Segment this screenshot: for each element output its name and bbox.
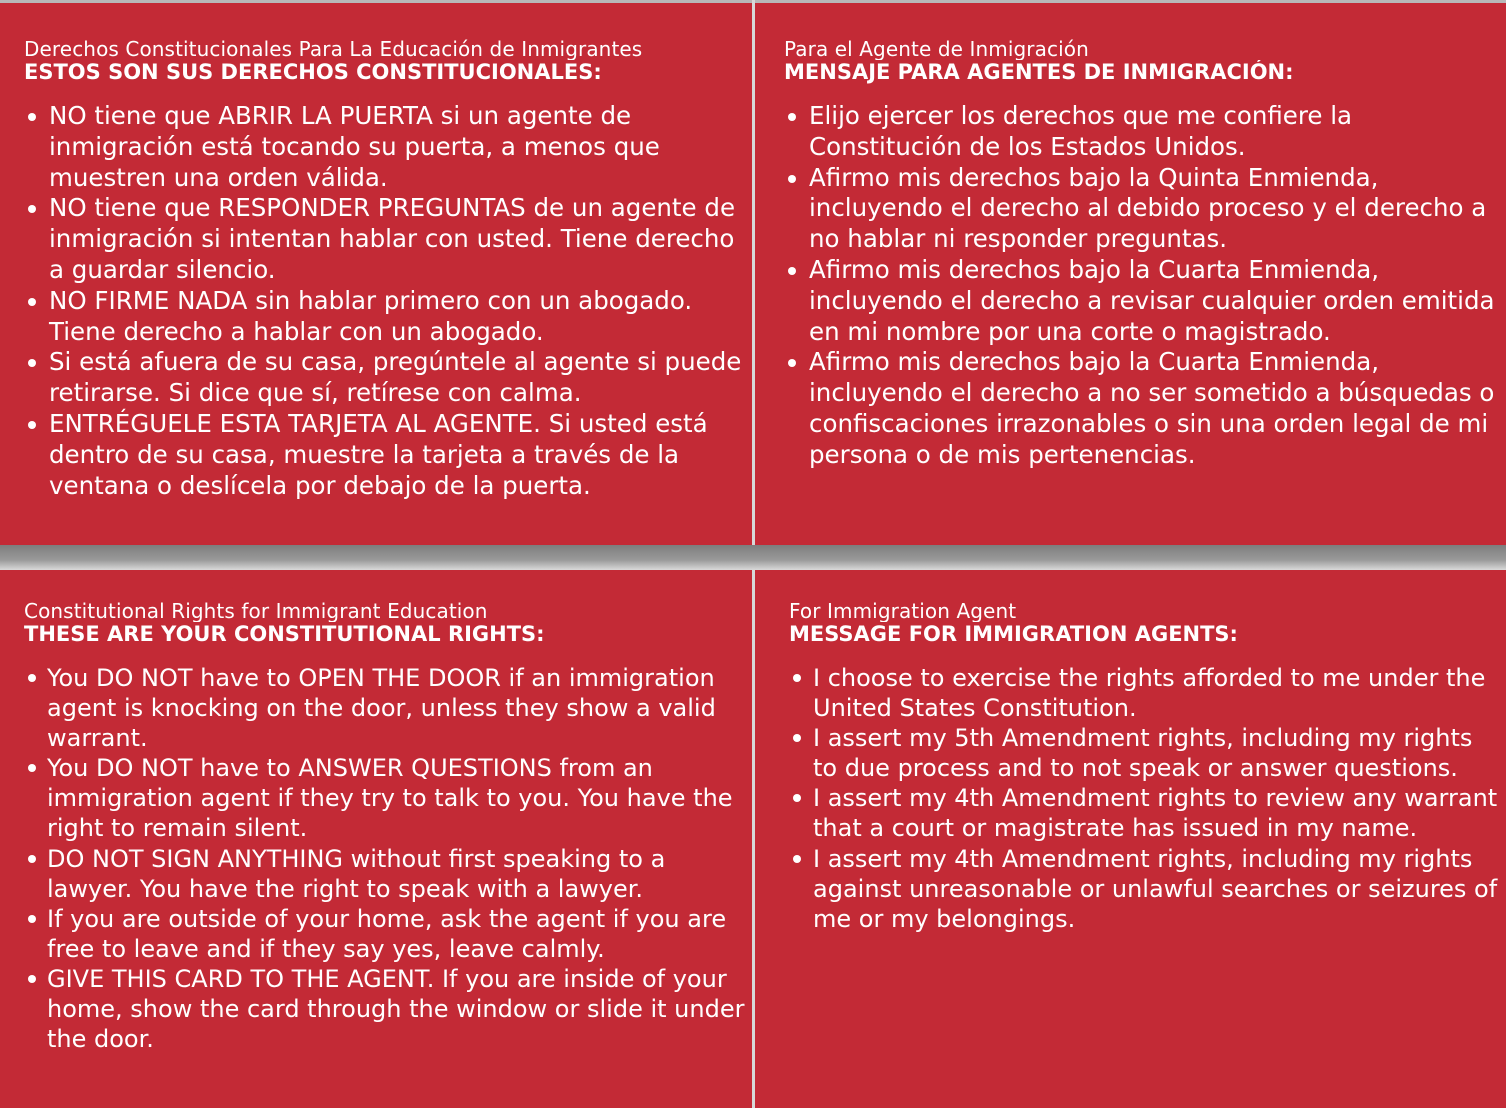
bullet-icon (788, 359, 796, 367)
list-item-text: NO FIRME NADA sin hablar primero con un abogado. Tiene derecho a hablar con un abogado. (49, 285, 693, 346)
list-item-text: ENTRÉGUELE ESTA TARJETA AL AGENTE. Si usted está dentro de su casa, muestre la tarjeta a través de la ventana o deslícela por debajo de la puerta. (49, 408, 708, 500)
list-item-text: You DO NOT have to OPEN THE DOOR if an immigration agent is knocking on the door, unless they show a valid warrant. (47, 664, 716, 753)
card-heading: THESE ARE YOUR CONSTITUTIONAL RIGHTS: (24, 622, 545, 646)
list-item-text: I assert my 4th Amendment rights to review any warrant that a court or magistrate has issued in my name. (813, 784, 1498, 843)
list-item (49, 193, 748, 285)
agent-message-list (809, 101, 1500, 471)
card-heading: MENSAJE PARA AGENTES DE INMIGRACIÓN: (784, 60, 1294, 84)
list-item (49, 409, 748, 501)
list-item (49, 347, 748, 409)
list-item-text: Afirmo mis derechos bajo la Quinta Enmienda, incluyendo el derecho al debido proceso y el derecho a no hablar ni responder preguntas. (809, 162, 1487, 254)
list-item-text: I assert my 5th Amendment rights, including my rights to due process and to not speak or answer questions. (813, 724, 1473, 783)
list-item (47, 753, 748, 843)
bullet-icon (28, 674, 36, 682)
list-item-text: If you are outside of your home, ask the agent if you are free to leave and if they say yes, leave calmly. (47, 904, 727, 963)
rights-list (49, 101, 748, 501)
bullet-icon (788, 175, 796, 183)
card-subtitle: Para el Agente de Inmigración (784, 38, 1089, 60)
list-item (49, 101, 748, 193)
top-center-divider (752, 0, 755, 545)
list-item-text: Afirmo mis derechos bajo la Cuarta Enmienda, incluyendo el derecho a revisar cualquier orden emitida en mi nombre por una corte o magistrado. (809, 254, 1495, 346)
list-item (47, 844, 748, 904)
english-rights-card (24, 600, 748, 1054)
cut-gap (0, 545, 1506, 570)
bullet-icon (28, 975, 36, 983)
bullet-icon (793, 674, 801, 682)
list-item (813, 723, 1501, 783)
list-item (809, 347, 1500, 470)
card-heading: MESSAGE FOR IMMIGRATION AGENTS: (789, 622, 1238, 646)
spanish-agent-card (784, 38, 1500, 471)
card-subtitle: Derechos Constitucionales Para La Educación de Inmigrantes (24, 38, 643, 60)
list-item (809, 255, 1500, 347)
bottom-center-divider (752, 570, 755, 1108)
bullet-icon (28, 421, 36, 429)
list-item-text: DO NOT SIGN ANYTHING without first speaking to a lawyer. You have the right to speak with a lawyer. (47, 844, 666, 903)
list-item (49, 286, 748, 348)
bullet-icon (28, 855, 36, 863)
list-item (813, 663, 1501, 723)
bullet-icon (28, 764, 36, 772)
bullet-icon (28, 113, 36, 121)
bullet-icon (788, 113, 796, 121)
english-agent-card (789, 600, 1501, 934)
list-item (809, 163, 1500, 255)
list-item-text: Si está afuera de su casa, pregúntele al agente si puede retirarse. Si dice que sí, retírese con calma. (49, 347, 742, 408)
bullet-icon (793, 794, 801, 802)
list-item-text: I choose to exercise the rights afforded to me under the United States Constitution. (813, 664, 1486, 723)
list-item-text: Afirmo mis derechos bajo la Cuarta Enmienda, incluyendo el derecho a no ser sometido a búsquedas o confiscaciones irrazonables o sin una orden legal de mi persona o de mis pertenencias. (809, 347, 1495, 469)
list-item (813, 783, 1501, 843)
card-subtitle: For Immigration Agent (789, 600, 1017, 622)
list-item-text: Elijo ejercer los derechos que me confiere la Constitución de los Estados Unidos. (809, 101, 1353, 161)
list-item (813, 844, 1501, 934)
card-heading: ESTOS SON SUS DERECHOS CONSTITUCIONALES: (24, 60, 602, 84)
bullet-icon (28, 915, 36, 923)
card-subtitle: Constitutional Rights for Immigrant Education (24, 600, 488, 622)
rights-list (47, 663, 748, 1054)
agent-message-list (813, 663, 1501, 934)
bullet-icon (793, 734, 801, 742)
list-item-text: GIVE THIS CARD TO THE AGENT. If you are inside of your home, show the card through the window or slide it under the door. (47, 964, 745, 1054)
list-item (47, 964, 748, 1054)
bullet-icon (28, 205, 36, 213)
list-item-text: You DO NOT have to ANSWER QUESTIONS from an immigration agent if they try to talk to you. You have the right to remain silent. (47, 754, 733, 843)
list-item (47, 904, 748, 964)
list-item-text: NO tiene que ABRIR LA PUERTA si un agente de inmigración está tocando su puerta, a menos que muestren una orden válida. (49, 101, 660, 192)
list-item-text: I assert my 4th Amendment rights, including my rights against unreasonable or unlawful searches or seizures of me or my belongings. (813, 844, 1498, 933)
bullet-icon (793, 855, 801, 863)
bullet-icon (788, 267, 796, 275)
spanish-rights-card (24, 38, 748, 501)
list-item (809, 101, 1500, 163)
bullet-icon (28, 359, 36, 367)
bullet-icon (28, 298, 36, 306)
list-item-text: NO tiene que RESPONDER PREGUNTAS de un agente de inmigración si intentan hablar con usted. Tiene derecho a guardar silencio. (49, 193, 736, 284)
list-item (47, 663, 748, 753)
